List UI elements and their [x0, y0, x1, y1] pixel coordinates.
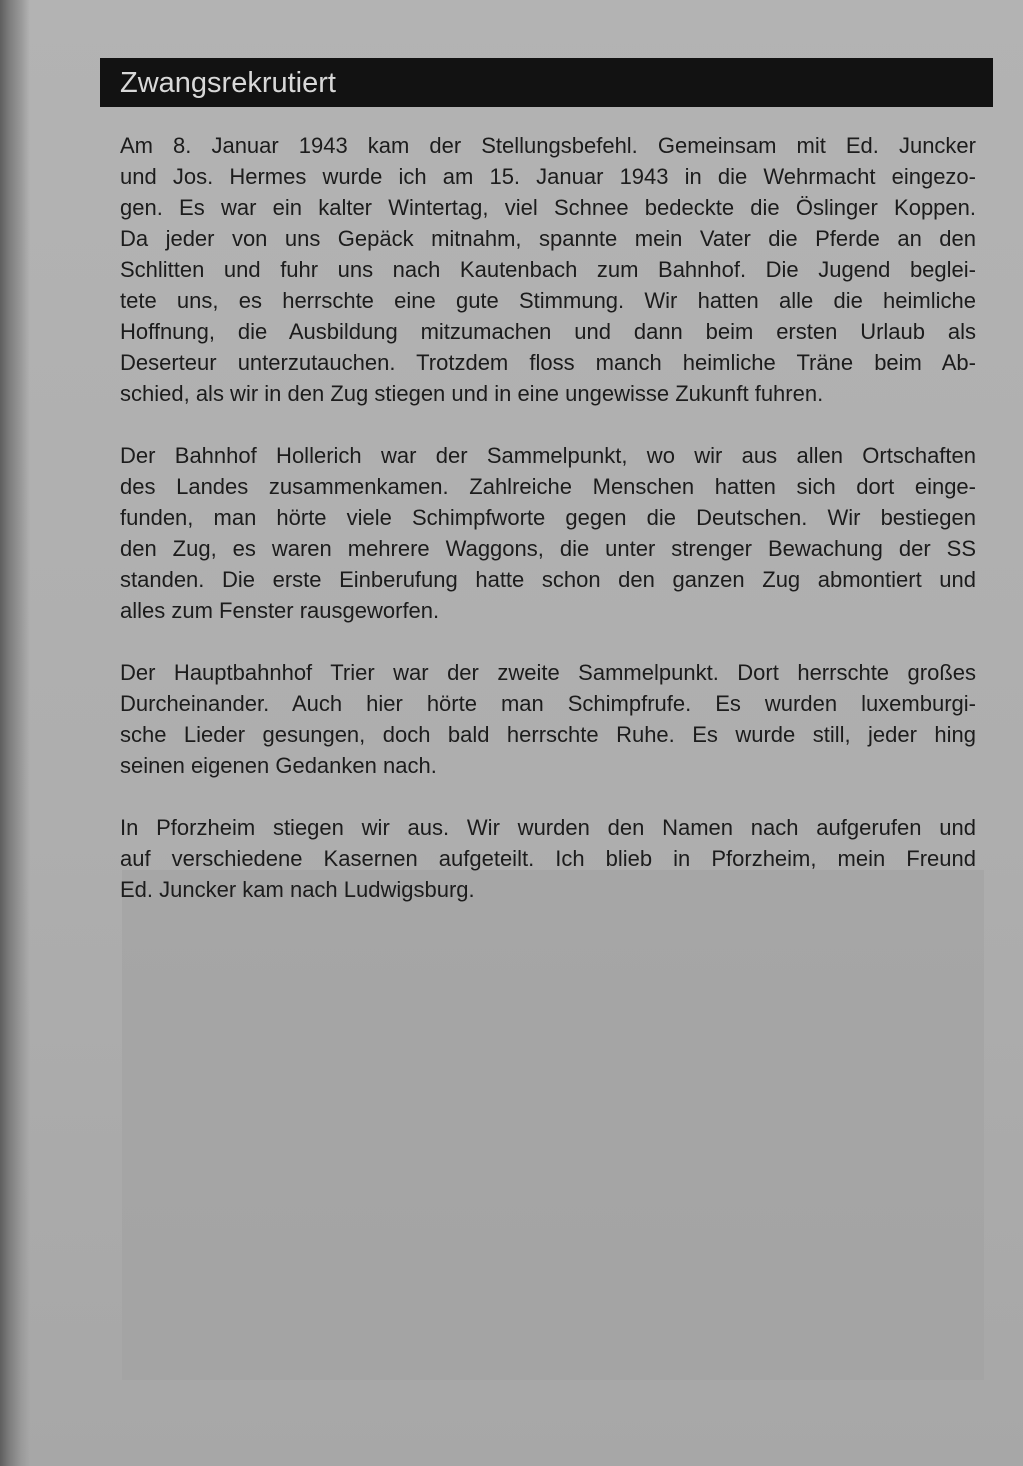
- text-line: Der Bahnhof Hollerich war der Sammelpunkt, wo wir aus allen Ortschaften: [120, 443, 976, 468]
- body-text: [120, 130, 976, 936]
- text-line: Schlitten und fuhr uns nach Kautenbach zum Bahnhof. Die Jugend beglei-: [120, 257, 976, 282]
- text-line: Hoffnung, die Ausbildung mitzumachen und dann beim ersten Urlaub als: [120, 319, 976, 344]
- text-line: tete uns, es herrschte eine gute Stimmung. Wir hatten alle die heimliche: [120, 288, 976, 313]
- paragraph: [120, 812, 976, 905]
- chapter-title: Zwangsrekrutiert: [120, 67, 336, 99]
- text-line: In Pforzheim stiegen wir aus. Wir wurden den Namen nach aufgerufen und: [120, 815, 976, 840]
- show-through-photo-area: [122, 870, 984, 1380]
- text-line: standen. Die erste Einberufung hatte schon den ganzen Zug abmontiert und: [120, 567, 976, 592]
- text-line: alles zum Fenster rausgeworfen.: [120, 598, 440, 623]
- text-line: funden, man hörte viele Schimpfworte gegen die Deutschen. Wir bestiegen: [120, 505, 976, 530]
- text-line: Ed. Juncker kam nach Ludwigsburg.: [120, 877, 475, 902]
- text-line: schied, als wir in den Zug stiegen und in eine ungewisse Zukunft fuhren.: [120, 381, 824, 406]
- book-spine-shadow: [0, 0, 30, 1466]
- text-line: seinen eigenen Gedanken nach.: [120, 753, 437, 778]
- text-line: und Jos. Hermes wurde ich am 15. Januar 1943 in die Wehrmacht eingezo-: [120, 164, 976, 189]
- paragraph: [120, 440, 976, 626]
- paragraph: [120, 657, 976, 781]
- text-line: Durcheinander. Auch hier hörte man Schimpfrufe. Es wurden luxemburgi-: [120, 691, 976, 716]
- text-line: Deserteur unterzutauchen. Trotzdem floss manch heimliche Träne beim Ab-: [120, 350, 976, 375]
- text-line: gen. Es war ein kalter Wintertag, viel Schnee bedeckte die Öslinger Koppen.: [120, 195, 976, 220]
- text-line: des Landes zusammenkamen. Zahlreiche Menschen hatten sich dort einge-: [120, 474, 976, 499]
- text-line: Da jeder von uns Gepäck mitnahm, spannte mein Vater die Pferde an den: [120, 226, 976, 251]
- text-line: sche Lieder gesungen, doch bald herrschte Ruhe. Es wurde still, jeder hing: [120, 722, 976, 747]
- text-line: Am 8. Januar 1943 kam der Stellungsbefehl. Gemeinsam mit Ed. Juncker: [120, 133, 976, 158]
- paragraph: [120, 130, 976, 409]
- text-line: auf verschiedene Kasernen aufgeteilt. Ich blieb in Pforzheim, mein Freund: [120, 846, 976, 871]
- text-line: den Zug, es waren mehrere Waggons, die unter strenger Bewachung der SS: [120, 536, 976, 561]
- text-line: Der Hauptbahnhof Trier war der zweite Sammelpunkt. Dort herrschte großes: [120, 660, 976, 685]
- chapter-title-bar: [100, 58, 993, 107]
